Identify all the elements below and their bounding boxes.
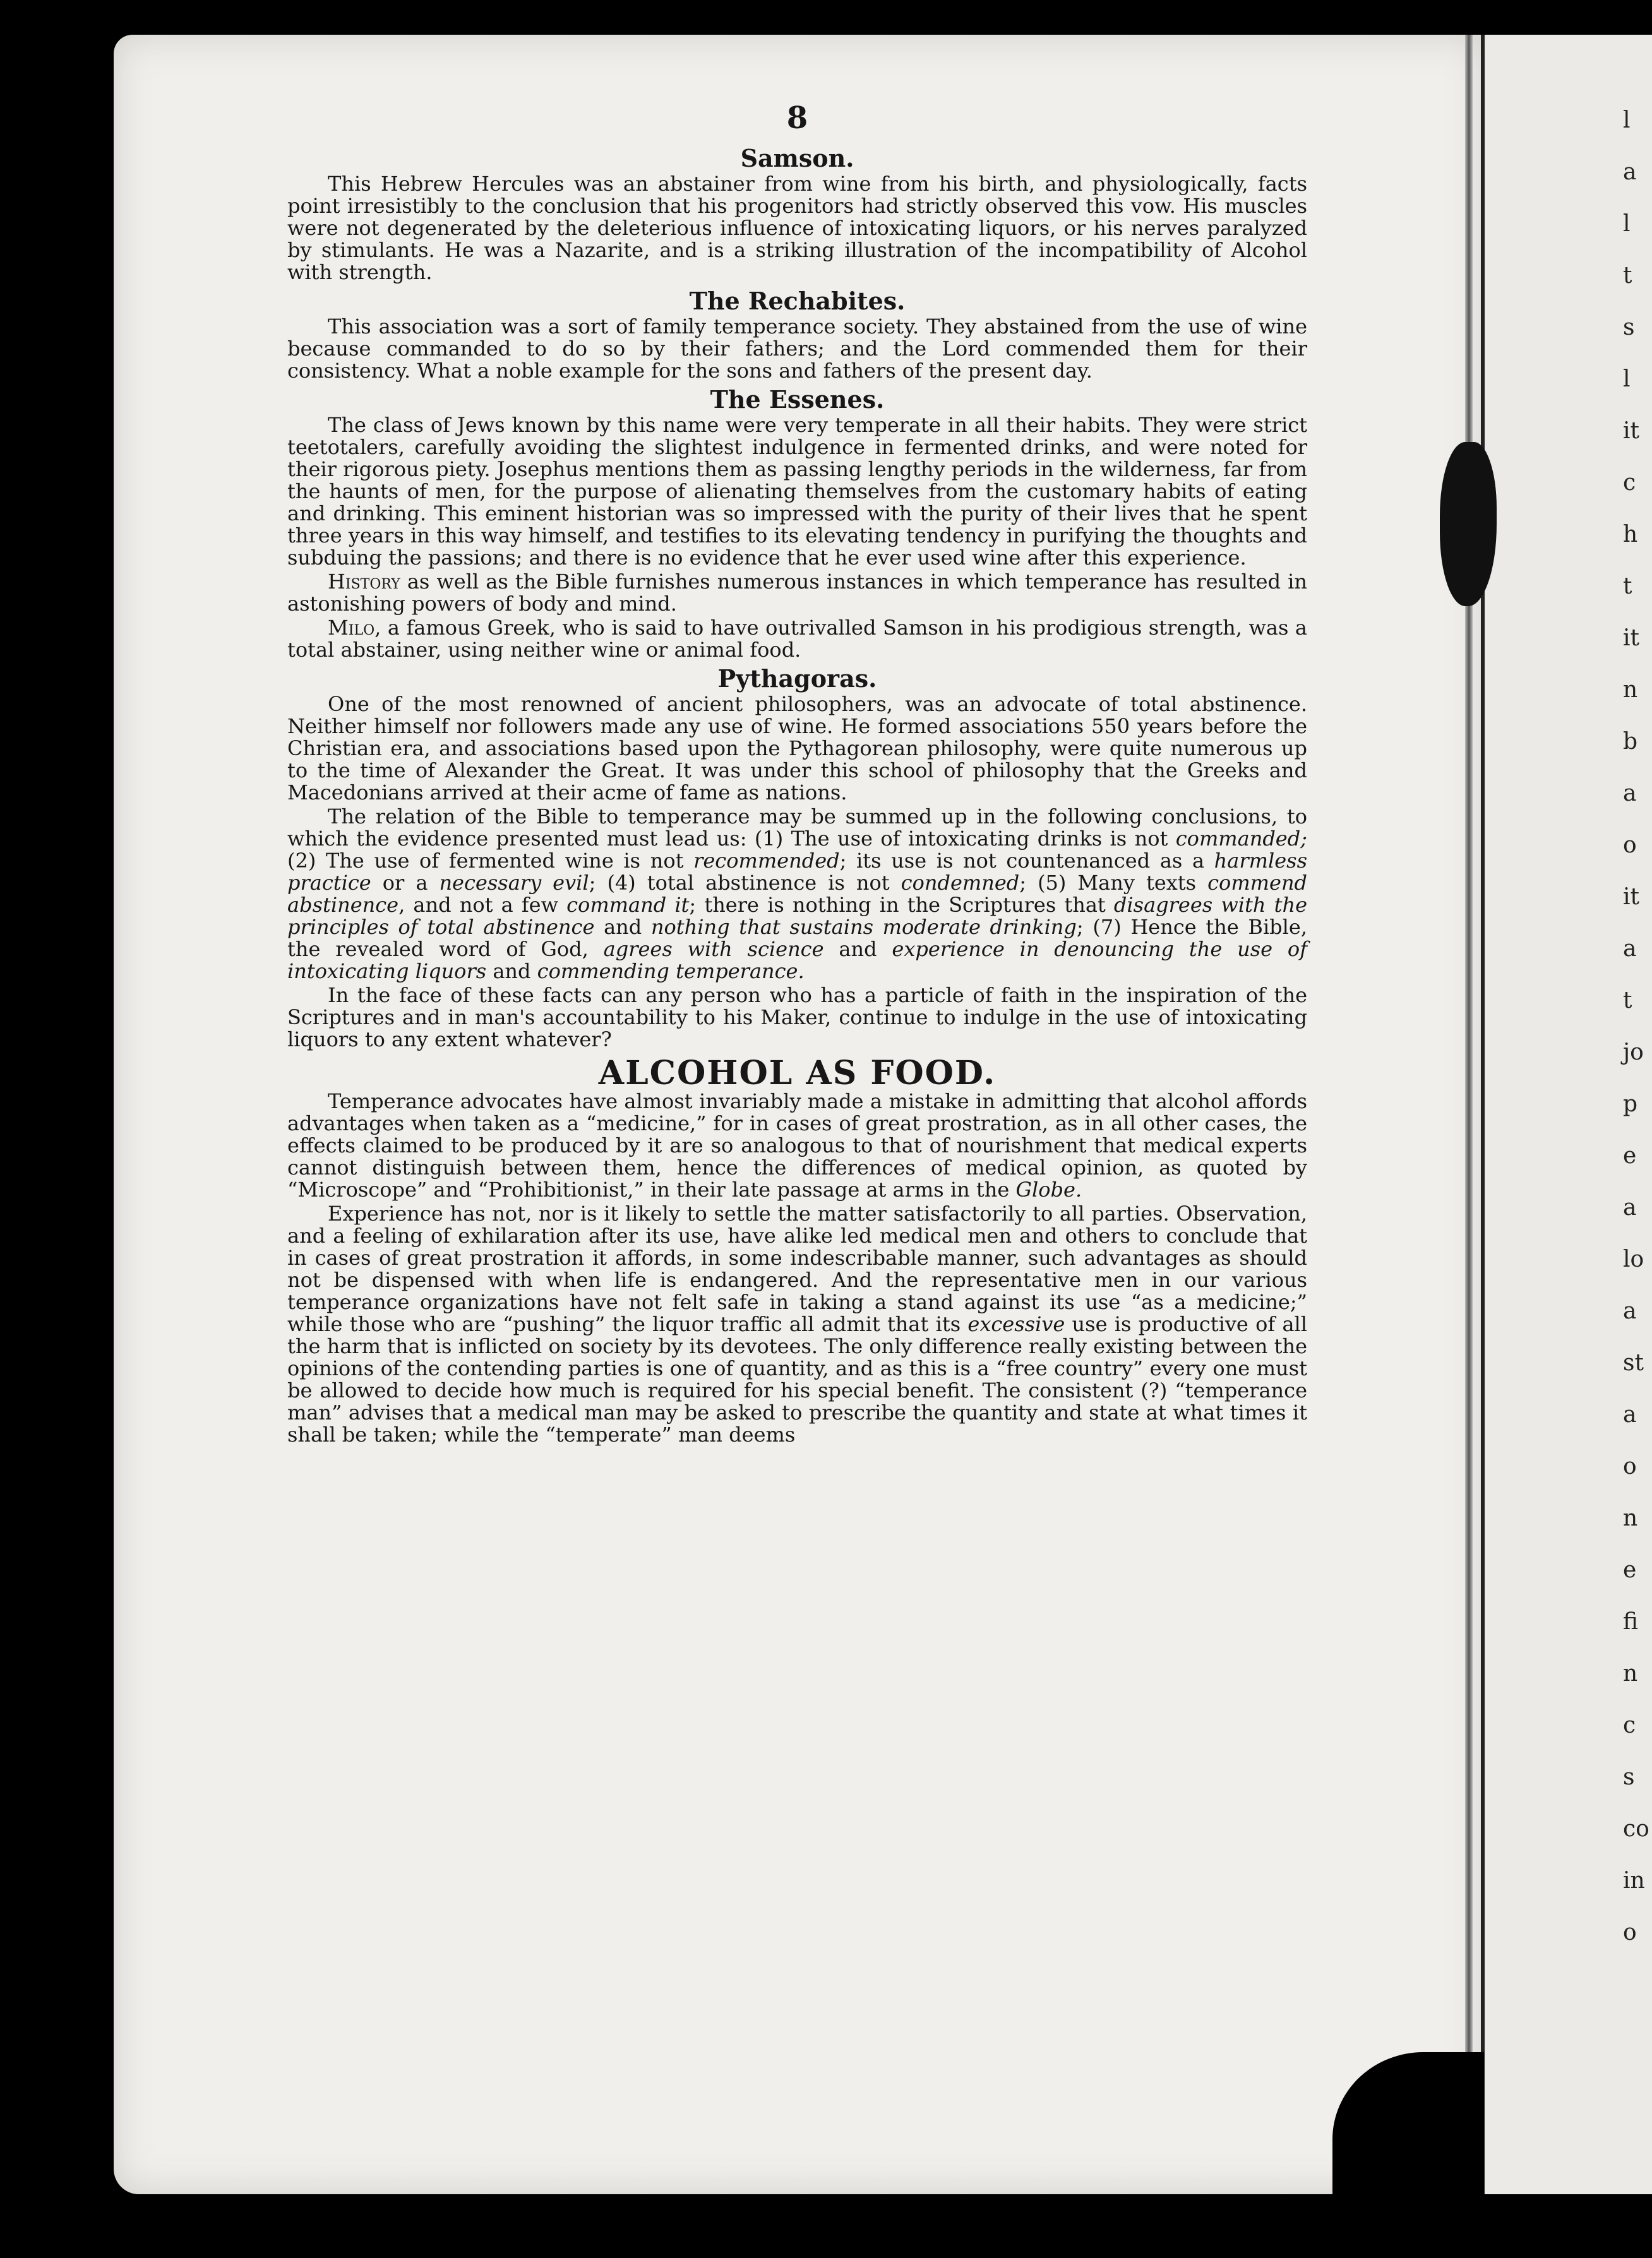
paper-damage xyxy=(1440,442,1497,606)
section-heading-pythagoras: Pythagoras. xyxy=(717,664,877,693)
facing-page-fragment: l xyxy=(1623,107,1631,133)
paragraph: In the face of these facts can any person who has a particle of faith in the inspiration of the Scriptures and in man's accountability to his Maker, continue to indulge in the use of intoxicating liquors to any extent whatever? xyxy=(287,983,1307,1051)
facing-page-fragment: l xyxy=(1623,211,1631,237)
facing-page-fragment: p xyxy=(1623,1091,1638,1117)
facing-page-fragment: a xyxy=(1623,159,1637,185)
facing-page-fragment: t xyxy=(1623,263,1632,289)
facing-page-fragment: o xyxy=(1623,1454,1637,1479)
facing-page-fragment: co xyxy=(1623,1816,1649,1842)
paragraph: The class of Jews known by this name were very temperate in all their habits. They were strict teetotalers, carefully avoiding the slightest indulgence in fermented drinks, and were noted for their rigorous piety. Josephus mentions them as passing lengthy periods in the wilderness, far from the haunts of men, for the purpose of alienating themselves from the customary habits of eating and drinking. This eminent historian was so impressed with the purity of their lives that he spent three years in this way himself, and testifies to its elevating tendency in purifying the thoughts and subduing the passions; and there is no evidence that he ever used wine after this experience. xyxy=(287,413,1307,570)
facing-page-fragment: t xyxy=(1623,988,1632,1013)
paragraph: This Hebrew Hercules was an abstainer from wine from his birth, and physiologically, facts point irresistibly to the conclusion that his progenitors had strictly observed this vow. His muscles were not degenerated by the deleterious influence of intoxicating liquors, or his nerves paralyzed by stimulants. He was a Nazarite, and is a striking illustration of the incompatibility of Alcohol with strength. xyxy=(287,172,1307,284)
facing-page-fragment: lo xyxy=(1623,1246,1644,1272)
facing-page-fragment: a xyxy=(1623,936,1637,962)
facing-page-fragment: it xyxy=(1623,625,1639,651)
section-heading-rechabites: The Rechabites. xyxy=(689,287,906,315)
facing-page-fragment: st xyxy=(1623,1350,1644,1376)
paragraph: History as well as the Bible furnishes numerous instances in which temperance has resulted in astonishing powers of body and mind. xyxy=(287,570,1307,616)
facing-page-fragment: c xyxy=(1623,470,1636,496)
facing-page-fragment: s xyxy=(1623,314,1635,340)
facing-page-fragment: e xyxy=(1623,1143,1637,1169)
section-heading-samson: Samson. xyxy=(740,144,854,172)
section-heading-essenes: The Essenes. xyxy=(710,385,885,414)
page-fold xyxy=(1465,35,1473,2194)
facing-page-fragment: it xyxy=(1623,884,1639,910)
lead-word: Milo xyxy=(328,616,375,640)
facing-page-fragment: a xyxy=(1623,780,1637,806)
facing-page-fragment: fi xyxy=(1623,1609,1639,1635)
facing-page-fragment: b xyxy=(1623,729,1638,755)
page-content xyxy=(287,100,1308,1448)
facing-page-fragment: a xyxy=(1623,1402,1637,1428)
facing-page-fragment: n xyxy=(1623,1661,1638,1687)
facing-page-fragment: a xyxy=(1623,1298,1637,1324)
facing-page-fragment: e xyxy=(1623,1557,1637,1583)
page-number: 8 xyxy=(786,100,808,136)
facing-page-fragment: o xyxy=(1623,1920,1637,1945)
facing-page-fragment: h xyxy=(1623,522,1638,547)
paragraph: One of the most renowned of ancient philosophers, was an advocate of total abstinence. Neither himself nor followers made any use of wine. He formed associations 550 years before the Christian era, and associations based upon the Pythagorean philosophy, were quite numerous up to the time of Alexander the Great. It was under this school of philosophy that the Greeks and Macedonians arrived at their acme of fame as nations. xyxy=(287,692,1307,804)
facing-page-fragment: s xyxy=(1623,1764,1635,1790)
facing-page-fragment: it xyxy=(1623,418,1639,444)
facing-page-fragment: in xyxy=(1623,1868,1645,1894)
facing-page-fragment: t xyxy=(1623,573,1632,599)
facing-page-fragment: o xyxy=(1623,832,1637,858)
facing-page-fragment: l xyxy=(1623,366,1631,392)
conclusions-paragraph: The relation of the Bible to temperance may be summed up in the following conclusions, to which the evidence presented must lead us: (1) The use of intoxicating drinks is not commanded; (2) The use of fermented wine is not recommended; its use is not countenanced as a harmless practice or a necessary evil; (4) total abstinence is not condemned; (5) Many texts commend abstinence, and not a few command it; there is nothing in the Scriptures that disagrees with the principles of total abstinence and nothing that sustains moderate drinking; (7) Hence the Bible, the revealed word of God, agrees with science and experience in denouncing the use of intoxicating liquors and commending temperance. xyxy=(287,804,1308,983)
facing-page-fragment: c xyxy=(1623,1712,1636,1738)
facing-page-fragment: n xyxy=(1623,1505,1638,1531)
facing-page-text-fragments xyxy=(1623,95,1648,1959)
facing-page-fragment: n xyxy=(1623,677,1638,703)
paragraph: Temperance advocates have almost invariably made a mistake in admitting that alcohol affords advantages when taken as a “medicine,” for in cases of great prostration, as in all other cases, the effects claimed to be produced by it are so analogous to that of nourishment that medical experts cannot distinguish between them, hence the differences of medical opinion, as quoted by “Microscope” and “Prohibitionist,” in their late passage at arms in the Globe. xyxy=(287,1089,1307,1202)
facing-page-fragment: jo xyxy=(1623,1039,1644,1065)
paragraph: Experience has not, nor is it likely to settle the matter satisfactorily to all parties. Observation, and a feeling of exhilaration after its use, have alike led medical men and others to conclude that in cases of great prostration it affords, in some indescribable manner, such advantages as should not be dispensed with when life is endangered. And the representative men in our various temperance organizations have not felt safe in taking a stand against its use “as a medicine;” while those who are “pushing” the liquor traffic all admit that its excessive use is productive of all the harm that is inflicted on society by its devotees. The only difference really existing between the opinions of the contending parties is one of quantity, and as this is a “free country” every one must be allowed to decide how much is required for his special benefit. The consistent (?) “temperance man” advises that a medical man may be asked to prescribe the quantity and state at what times it shall be taken; while the “temperate” man deems xyxy=(287,1202,1308,1447)
section-heading-alcohol-as-food: ALCOHOL AS FOOD. xyxy=(598,1054,997,1092)
paragraph: Milo, a famous Greek, who is said to have outrivalled Samson in his prodigious strength, was a total abstainer, using neither wine or animal food. xyxy=(287,616,1307,662)
lead-word: History xyxy=(328,570,400,594)
facing-page-fragment: a xyxy=(1623,1195,1637,1221)
paragraph: This association was a sort of family temperance society. They abstained from the use of wine because commanded to do so by their fathers; and the Lord commended them for their consistency. What a noble example for the sons and fathers of the present day. xyxy=(287,314,1307,383)
